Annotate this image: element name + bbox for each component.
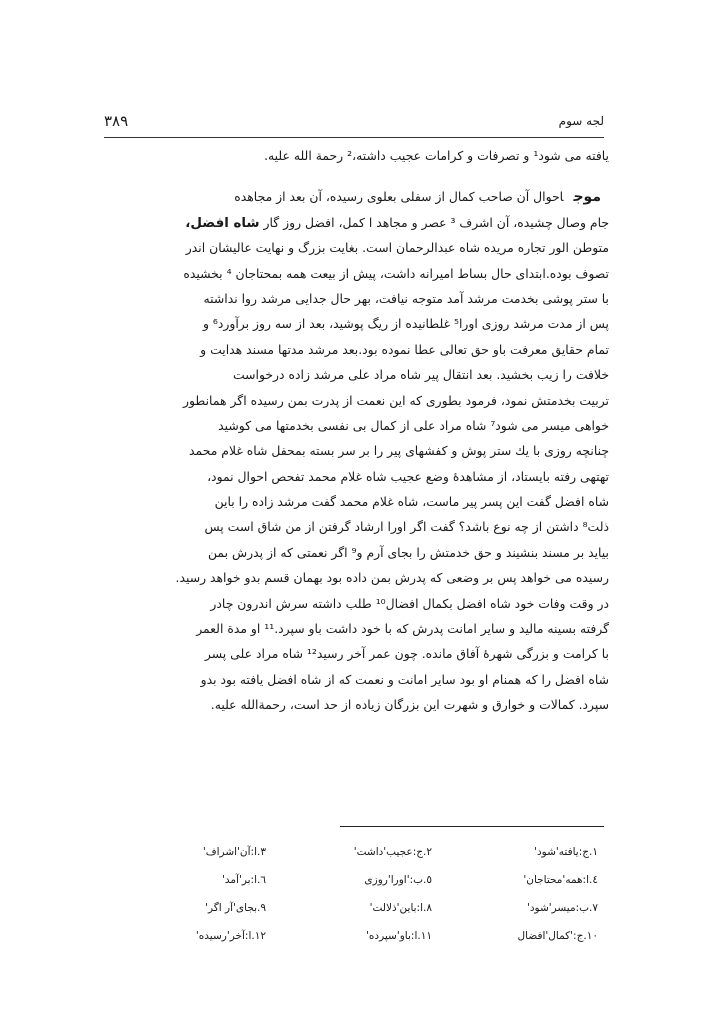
- footnotes: [104, 838, 604, 950]
- bold-name: شاه افضل،: [185, 215, 260, 231]
- footnote-1: ۱.ج:یافته'شود': [534, 846, 598, 858]
- text-line-20: گرفته بسینه مالید و سایر امانت پدرش که با خود داشت باو سپرد.¹¹ او مدة العمر: [196, 621, 609, 637]
- footnote-3: ۳.ا:آن'اشراف': [202, 846, 266, 858]
- text-line-12: خواهی میسر می شود⁷ شاه مراد علی از کمال بی نفسی بخدمتها می کوشید: [218, 417, 609, 433]
- footnote-12: ۱۲.ا:آخر'رسیده': [195, 930, 266, 942]
- footnote-4: ٤.ا:همه'محتاجان': [523, 874, 598, 886]
- footnote-11: ۱۱.ا:باو'سپرده': [366, 930, 432, 942]
- running-title: لجه سوم: [558, 114, 604, 128]
- page-number: ۳۸۹: [104, 112, 129, 130]
- footnote-6: ٦.ا:بر'آمد': [222, 874, 266, 886]
- text-line-6: تصوف بوده.ابتدای حال بساط امیرانه داشت، پیش از بیعت همه بمحتاجان ⁴ بخشیده: [183, 265, 609, 281]
- text-line-19: در وقت وفات خود شاه افضل بکمال افضال¹⁰ طلب داشته سرش اندرون چادر: [210, 595, 609, 611]
- text-line-16: ذلت⁸ داشتن از چه نوع باشد؟ گفت اگر اورا ارشاد گرفتن از من شاق است پس: [204, 519, 609, 535]
- paragraph-gap: [109, 168, 609, 184]
- page-header: [104, 112, 604, 136]
- footnote-row: [104, 922, 604, 950]
- footnote-rule: [340, 826, 604, 827]
- footnote-row: [104, 838, 604, 866]
- text-line-8: پس از مدت مرشد روزی اورا⁵ غلطانیده از ریگ پوشید، بعد از سه روز برآورد⁶ و: [202, 316, 609, 332]
- text-line-15: شاه افضل گفت این پسر پیر ماست، شاه غلام محمد گفت مرشد زاده را باین: [214, 494, 609, 510]
- body-text: [109, 143, 609, 718]
- text-line-7: با ستر پوشی بخدمت مرشد آمد متوجه نیافت، بهر حال جدایی مرشد روا نداشته: [203, 290, 609, 306]
- text-line-4: جام وصال چشیده، آن اشرف ³ عصر و مجاهد ا کمل، افضل روز گار شاه افضل،: [185, 214, 609, 231]
- text-line-13: چنانچه روزی با یك ستر پوش و کفشهای پیر را بر سر بسته بمحفل شاه غلام محمد: [189, 443, 609, 459]
- text-line-5: متوطن الور تجاره مریده شاه عبدالرحمان است. بغایت بزرگ و نهایت عالیشان اندر: [185, 240, 609, 256]
- heading-word: موج: [573, 189, 601, 206]
- footnote-5: ٥.ب:'اورا'روزی: [364, 874, 432, 886]
- text-line-17: بیاید بر مسند بنشیند و حق خدمتش را بجای آرم و⁹ اگر نعمتی که از پدرش بمن: [208, 544, 609, 560]
- header-rule: [104, 137, 604, 138]
- text-line-14: تهتهی رفته بایستاد، از مشاهدهٔ وضع عجیب شاه غلام محمد تفحص احوال نمود،: [207, 468, 609, 484]
- footnote-10: ۱۰.ج:'کمال'افضال: [517, 930, 598, 942]
- footnote-row: [104, 866, 604, 894]
- text-line-22: شاه افضل را که همنام او بود سایر امانت و نعمت که از شاه افضل یافته بود بدو: [200, 671, 609, 687]
- footnote-8: ۸.ا:باین'ذلالت': [369, 902, 432, 914]
- footnote-9: ۹.بجای'آر اگر': [205, 902, 266, 914]
- text-line-9: تمام حقایق معرفت باو حق تعالی عطا نموده بود.بعد مرشد مدتها مسند هدایت و: [200, 341, 609, 357]
- footnote-7: ۷.ب:میسر'شود': [526, 902, 598, 914]
- footnote-2: ۲.ج:عجیب'داشت': [353, 846, 432, 858]
- footnote-row: [104, 894, 604, 922]
- text-line-11: تربیت بخدمتش نمود، فرمود بطوری که این نعمت از پدرت بمن رسیده اگر همانطور: [183, 392, 609, 408]
- text-line-3: موجاحوال آن صاحب کمال از سفلی بعلوی رسیده، آن بعد از مجاهده: [234, 189, 601, 206]
- text-line-21: با کرامت و بزرگی شهرهٔ آفاق مانده. چون عمر آخر رسید¹² شاه مراد علی پسر: [204, 646, 609, 662]
- text-line-1: یافته می شود¹ و تصرفات و کرامات عجیب داشته،² رحمة الله علیه.: [264, 148, 609, 163]
- text-line-18: رسیده می خواهد پس بر وضعی که پدرش بمن داده بود بهمان قسم بدو خواهد رسید.: [175, 570, 609, 586]
- text-line-10: خلافت را زیب بخشید. بعد انتقال پیر شاه مراد علی مرشد زاده درخواست: [233, 367, 609, 383]
- text-line-23: سپرد. کمالات و خوارق و شهرت این بزرگان زیاده از حد است، رحمةالله علیه.: [210, 697, 609, 713]
